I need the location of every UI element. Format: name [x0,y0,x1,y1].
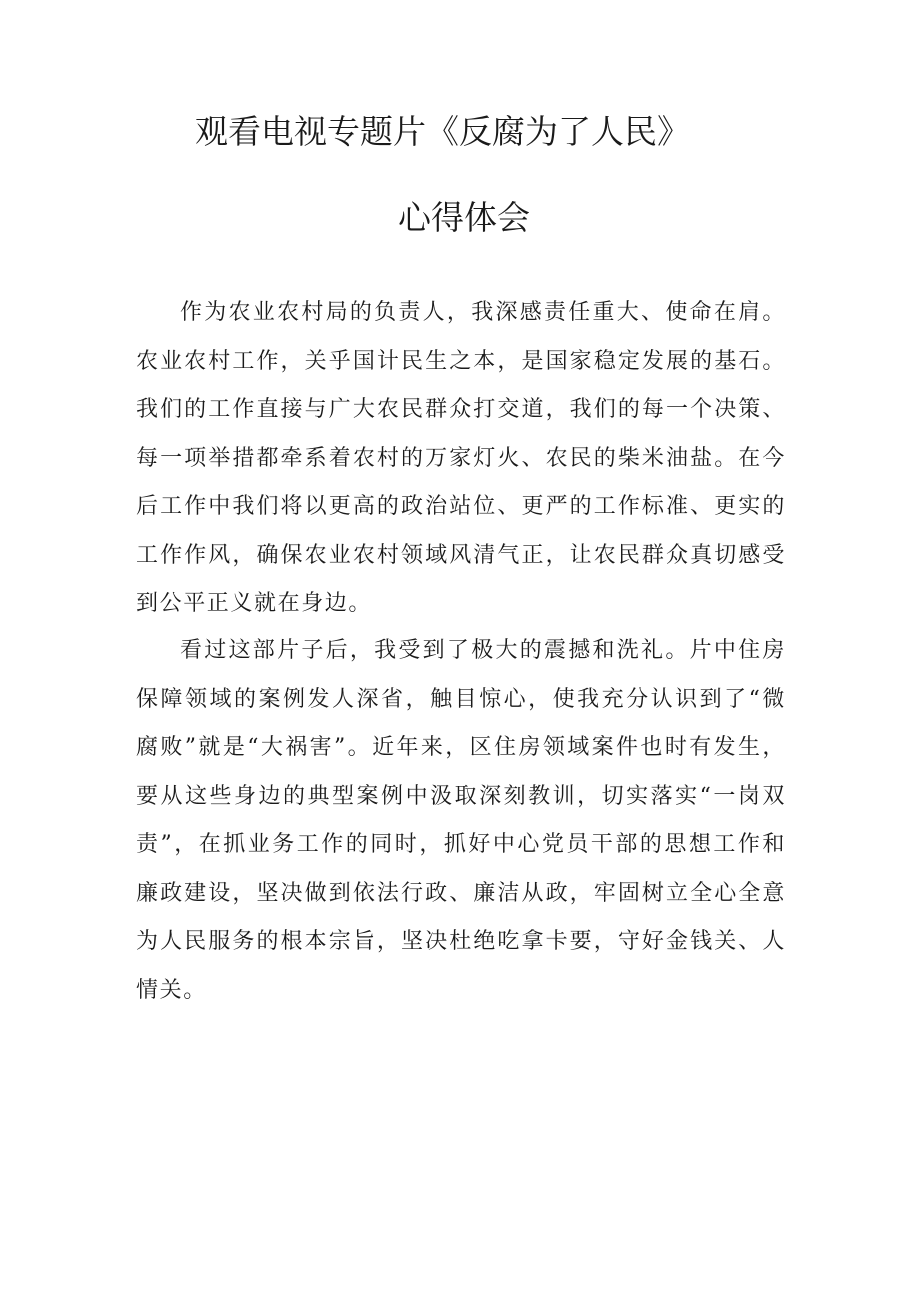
document-subtitle: 心得体会 [398,198,530,237]
body-paragraph-1: 作为农业农村局的负责人，我深感责任重大、使命在肩。农业农村工作，关乎国计民生之本，是国家稳定发展的基石。我们的工作直接与广大农民群众打交道，我们的每一个决策、每一项举措都牵系着农村的万家灯火、农民的柴米油盐。在今后工作中我们将以更高的政治站位、更严的工作标准、更实的工作作风，确保农业农村领域风清气正，让农民群众真切感受到公平正义就在身边。 [136,300,786,616]
body-paragraph-2: 看过这部片子后，我受到了极大的震撼和洗礼。片中住房保障领域的案例发人深省，触目惊心，使我充分认识到了“微腐败”就是“大祸害”。近年来，区住房领域案件也时有发生，要从这些身边的典型案例中汲取深刻教训，切实落实“一岗双责”，在抓业务工作的同时，抓好中心党员干部的思想工作和廉政建设，坚决做到依法行政、廉洁从政，牢固树立全心全意为人民服务的根本宗旨，坚决杜绝吃拿卡要，守好金钱关、人情关。 [136,638,786,1003]
document-title: 观看电视专题片《反腐为了人民》 [195,112,690,151]
